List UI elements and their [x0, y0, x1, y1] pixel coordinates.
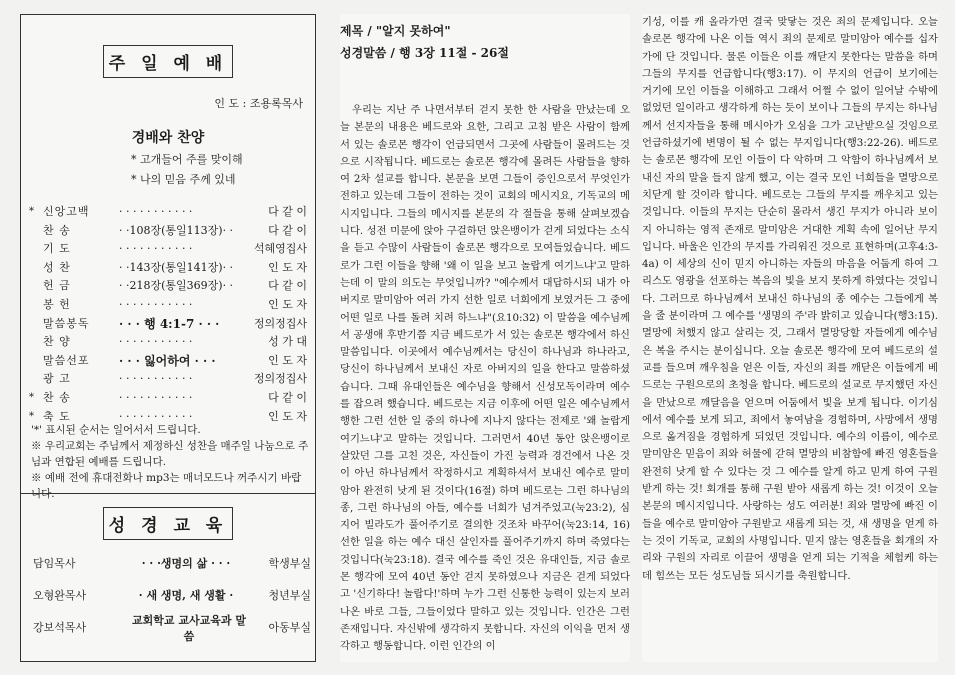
- order-leader: 정의정집사: [253, 316, 307, 330]
- order-mid: · ·143장(통일141장)· ·: [119, 260, 234, 274]
- order-mid: · · · · · · · · · · ·: [119, 390, 193, 404]
- order-name: 헌 금: [43, 279, 71, 293]
- worship-order: [29, 203, 311, 426]
- order-row: [29, 296, 311, 315]
- note-line: ※ 예배 전에 휴대전화나 mp3는 매너모드나 꺼주시기 바랍니다.: [31, 472, 302, 500]
- order-mid: · ·108장(통일113장)· ·: [119, 223, 234, 237]
- order-row: [29, 240, 311, 259]
- education-topic: 교회학교 교사교육과 말씀: [132, 614, 246, 643]
- order-name: 기 도: [43, 242, 71, 256]
- order-mid: · · · · · · · · · · ·: [119, 372, 193, 386]
- order-row: [29, 352, 311, 371]
- education-teacher: 담임목사: [33, 557, 76, 570]
- order-leader: 다 같 이: [268, 279, 307, 293]
- sermon-panel-right: [642, 14, 938, 662]
- order-leader: 다 같 이: [268, 390, 307, 404]
- order-name: 봉 헌: [43, 297, 71, 311]
- sermon-panel-left: [340, 14, 630, 662]
- order-leader: 인 도 자: [268, 297, 307, 311]
- order-name: 성 찬: [43, 260, 71, 274]
- order-mark: *: [29, 206, 34, 217]
- education-room: 아동부실: [268, 621, 311, 634]
- order-leader: 정의정집사: [253, 372, 307, 386]
- order-leader: 다 같 이: [268, 205, 307, 218]
- note-line: ※ 우리교회는 주님께서 제정하신 성찬을 매주일 나눔으로 주님과 연합된 예배를 드립니다.: [31, 440, 309, 468]
- order-row: [29, 277, 311, 296]
- order-mid: · · · · · · · · · · ·: [119, 297, 193, 311]
- order-mid: · · · 잃어하여 · · ·: [119, 353, 216, 368]
- order-name: 찬 송: [43, 390, 71, 404]
- education-room: 청년부실: [268, 589, 311, 602]
- sermon-body-part-2: 기성, 이를 캐 올라가면 결국 맞닿는 것은 죄의 문제입니다. 오늘 솔로몬 행각에 나온 이들 역시 죄의 문제로 말미암아 예수를 십자가에 단 것입니다. 물론 이들은 이를 깨닫지 못한다는 말씀을 하며 그들의 무지를 언급합니다(행3:17). 이 무지의 언급이 보기에는 거기에 모인 이들을 이해하고 그래서 어쩔 수 없이 일어날 수밖에 없었던 일이라고 생각하게 하는 듯이 보이나 그들의 무지는 하나님께서 선지자들을 통해 메시아가 오심을 그가 고난받으실 것임으로 언급하셨기에 변명이 될 수 없는 무지입니다(행3:22-26). 베드로는 솔로몬 행각에 모인 이들이 다 악하며 그 악함이 하나님께서 보내신 자의 말을 들지 않게 했고, 이는 결국 모인 너희들을 멸망으로 치닫게 할 것이라 합니다. 베드로는 그들의 무지를 깨우치고 있는 것입니다. 이들의 무지는 단순히 몰라서 생긴 무지가 아니라 보이지 아니하는 영적 존재로 말미암은 거대한 계획 속에 일어난 무지입니다. 바울은 인간의 무지를 가리워진 것으로 표현하며(고후4:3-4a) 이 세상의 신이 믿지 아니하는 자들의 마음을 어둡게 하여 그리스도 영광을 선포하는 복음의 빛을 보지 못하게 하였다는 것입니다. 그러므로 하나님께서 보내신 하나님의 종 예수는 그들에게 복을 줄 분이라며 그 예수를 '생명의 주'라 밝히고 있습니다(행3:15). 멸망에 처했지 않고 살리는 것, 그래서 멸망당할 자들에게 예수님은 복을 주시는 분이십니다. 오늘 솔로몬 행각에 모여 베드로의 설교를 들으며 깨우침을 얻은 이들, 자신의 죄를 깨닫은 이들에게 베드로는 구원으로의 초청을 합니다. 베드로의 설교로 무지했던 자신을 만났으로 깨달음을 얻으며 어둠에서 빛을 보게 됩니다. 이기심에서 예수를 보게 되고, 죄에서 놓여남을 경험하며, 사망에서 생명으로 옮겨짐을 경험하게 되었던 것입니다. 예수의 이름이, 예수로 말미암은 믿음이 죄와 허물에 갇혀 멸망의 비참함에 빠진 영혼들을 완전히 낫게 할 수 있다는 것 그 예수를 알게 하고 믿게 하여 구원받게 하는 것! 회개를 통해 구원 받아 새롭게 하는 것! 이것이 오늘 본문의 메시지입니다. 사랑하는 성도 여러분! 죄와 멸망에 빠진 이들을 예수로 말미암아 구원받고 새롭게 되는 것, 새 생명을 얻게 하는 것이 기독교, 교회의 사명입니다. 믿지 않는 영혼들을 회개의 자리와 구원의 자리로 이끌어 생명을 얻게 되는 기적을 체험케 하는데 힘쓰는 모든 성도님들 되시기를 축원합니다.: [642, 16, 938, 582]
- order-row: [29, 315, 311, 334]
- order-leader: 다 같 이: [268, 223, 307, 237]
- order-mid: · · · · · · · · · · ·: [119, 409, 193, 423]
- order-name: 축 도: [43, 409, 71, 423]
- praise-song-2: * 나의 믿음 주께 있네: [131, 173, 236, 186]
- sermon-title: 제목 / "알지 못하여": [340, 24, 451, 38]
- order-leader: 성 가 대: [268, 335, 307, 349]
- order-mid: · · · 행 4:1-7 · · ·: [119, 316, 220, 331]
- order-name: 말씀선포: [43, 353, 90, 367]
- order-name: 찬 송: [43, 223, 71, 237]
- order-mid: · · · · · · · · · · ·: [119, 335, 193, 349]
- order-row: [29, 222, 311, 241]
- order-row: [29, 259, 311, 278]
- worship-leader: 인 도 : 조용록목사: [214, 97, 303, 110]
- order-name: 말씀봉독: [43, 316, 90, 330]
- sermon-body-part-1: 우리는 지난 주 나면서부터 걷지 못한 한 사람을 만났는데 오늘 본문의 내용은 베드로와 요한, 그리고 고침 받은 사람이 함께 서 있는 솔로몬 행각이 언급되면서 그곳에 사람들이 몰려드는 것으로 시작됩니다. 베드로는 솔로몬 행각에 몰려든 사람들을 향하여 2차 설교를 합니다. 본문을 보면 그들이 증인으로서 무엇인가 전하고 있는데 그들이 전하는 것이 교회의 메시지요, 기독교의 메시지입니다. 그들의 메시지를 본문의 각 절들을 통해 살펴보겠습니다. 성전 미문에 앉아 구걸하던 앉은뱅이가 걷게 되었다는 소식을 듣고 수많이 사람들이 솔로몬 행각으로 모여들었습니다. 베드로가 그런 이들을 향해 '왜 이 일을 보고 놀랍게 여기느냐'고 말하는데 이 말의 의도는 무엇입니까? "예수께서 대답하시되 내가 아버지로 말미암아 여러 가지 선한 일로 너희에게 보였거든 그 중에 어떤 일로 나를 돌려 치려 하느냐"(요10:32) 이 말씀을 예수님께서 공생애 후반기쯤 지금 베드로가 서 있는 솔로몬 행각에서 하신 말씀입니다. 이곳에서 예수님께서는 당신이 하나님과 하나라고, 당신이 하나님께서 보내신 자로 아버지의 일을 한다고 말씀하셨습니다. 그때 유대인들은 예수님을 향해서 신성모독이라며 예수를 잡으려 했습니다. 베드로는 지금 이후에 어떤 일은 예수님께서 행한 그런 선한 일 중의 하나에 지나지 않다는 전제로 '왜 놀랍게 여기느냐'고 말하는 것입니다. 그러면서 40년 동안 앉은뱅이로 살았던 그를 고친 것은, 자신들이 가진 능력과 경건에서 나온 것이 아닌 하나님께서 작정하시고 계획하셔서 보내신 예수로 말미암아 완전히 낫게 된 것이다(16절) 하며 베드로는 그런 하나님의 종, 그런 하나님의 아들, 예수를 너희가 넘겨주었고(눅23:2), 심지어 빌라도가 풀어주기로 결의한 것조차 바꾸어(눅23:14, 16) 선한 일을 하는 예수 대신 살인자를 풀어주기까지 하며 죽였다는 것입니다(눅23:18). 결국 예수를 죽인 것은 유대인들, 지금 솔로몬 행각에 모여 40년 동안 걷지 못하였으나 지금은 걷게 되었다고 '신기하다! 놀랍다!'하며 누가 그런 신통한 능력이 있는지 보러 나온 바로 그들, 그들이었다 말하고 있는 것입니다. 인간은 그런 존재입니다. 자신밖에 생각하지 못합니다. 자신의 이익을 먼저 생각하고 행동합니다. 이런 인간의 이: [340, 104, 630, 653]
- praise-song-1: * 고개들어 주를 맞이해: [131, 153, 243, 166]
- order-row: [29, 370, 311, 389]
- education-teacher: 오형완목사: [33, 589, 87, 602]
- order-row: [29, 203, 311, 222]
- sermon-scripture: 성경말씀 / 행 3장 11절 - 26절: [340, 46, 509, 60]
- order-leader: 인 도 자: [268, 353, 307, 367]
- education-room: 학생부실: [268, 557, 311, 570]
- order-row: [29, 389, 311, 408]
- order-mid: · · · · · · · · · · ·: [119, 205, 193, 218]
- order-mid: · · · · · · · · · · ·: [119, 242, 193, 256]
- order-mark: *: [29, 391, 34, 403]
- order-name: 광 고: [43, 372, 71, 386]
- order-row: [29, 333, 311, 352]
- order-leader: 인 도 자: [268, 409, 307, 423]
- order-leader: 인 도 자: [268, 260, 307, 274]
- praise-theme: 경배와 찬양: [131, 130, 205, 146]
- education-topic: · · ·생명의 삶 · · ·: [141, 557, 231, 570]
- education-title: 성 경 교 육: [103, 507, 233, 540]
- order-name: 신앙고백: [43, 205, 90, 218]
- order-leader: 석혜영집사: [253, 242, 307, 256]
- education-topic: · 새 생명, 새 생활 ·: [138, 589, 234, 602]
- section-divider: [21, 493, 315, 494]
- education-teacher: 강보석목사: [33, 621, 87, 634]
- worship-notes: [31, 422, 309, 502]
- order-mid: · ·218장(통일369장)· ·: [119, 279, 234, 293]
- order-mark: *: [29, 410, 34, 422]
- note-line: '*' 표시된 순서는 일어서서 드립니다.: [31, 424, 201, 436]
- worship-title: 주 일 예 배: [103, 45, 233, 78]
- order-name: 찬 양: [43, 335, 71, 349]
- worship-panel: [20, 14, 316, 662]
